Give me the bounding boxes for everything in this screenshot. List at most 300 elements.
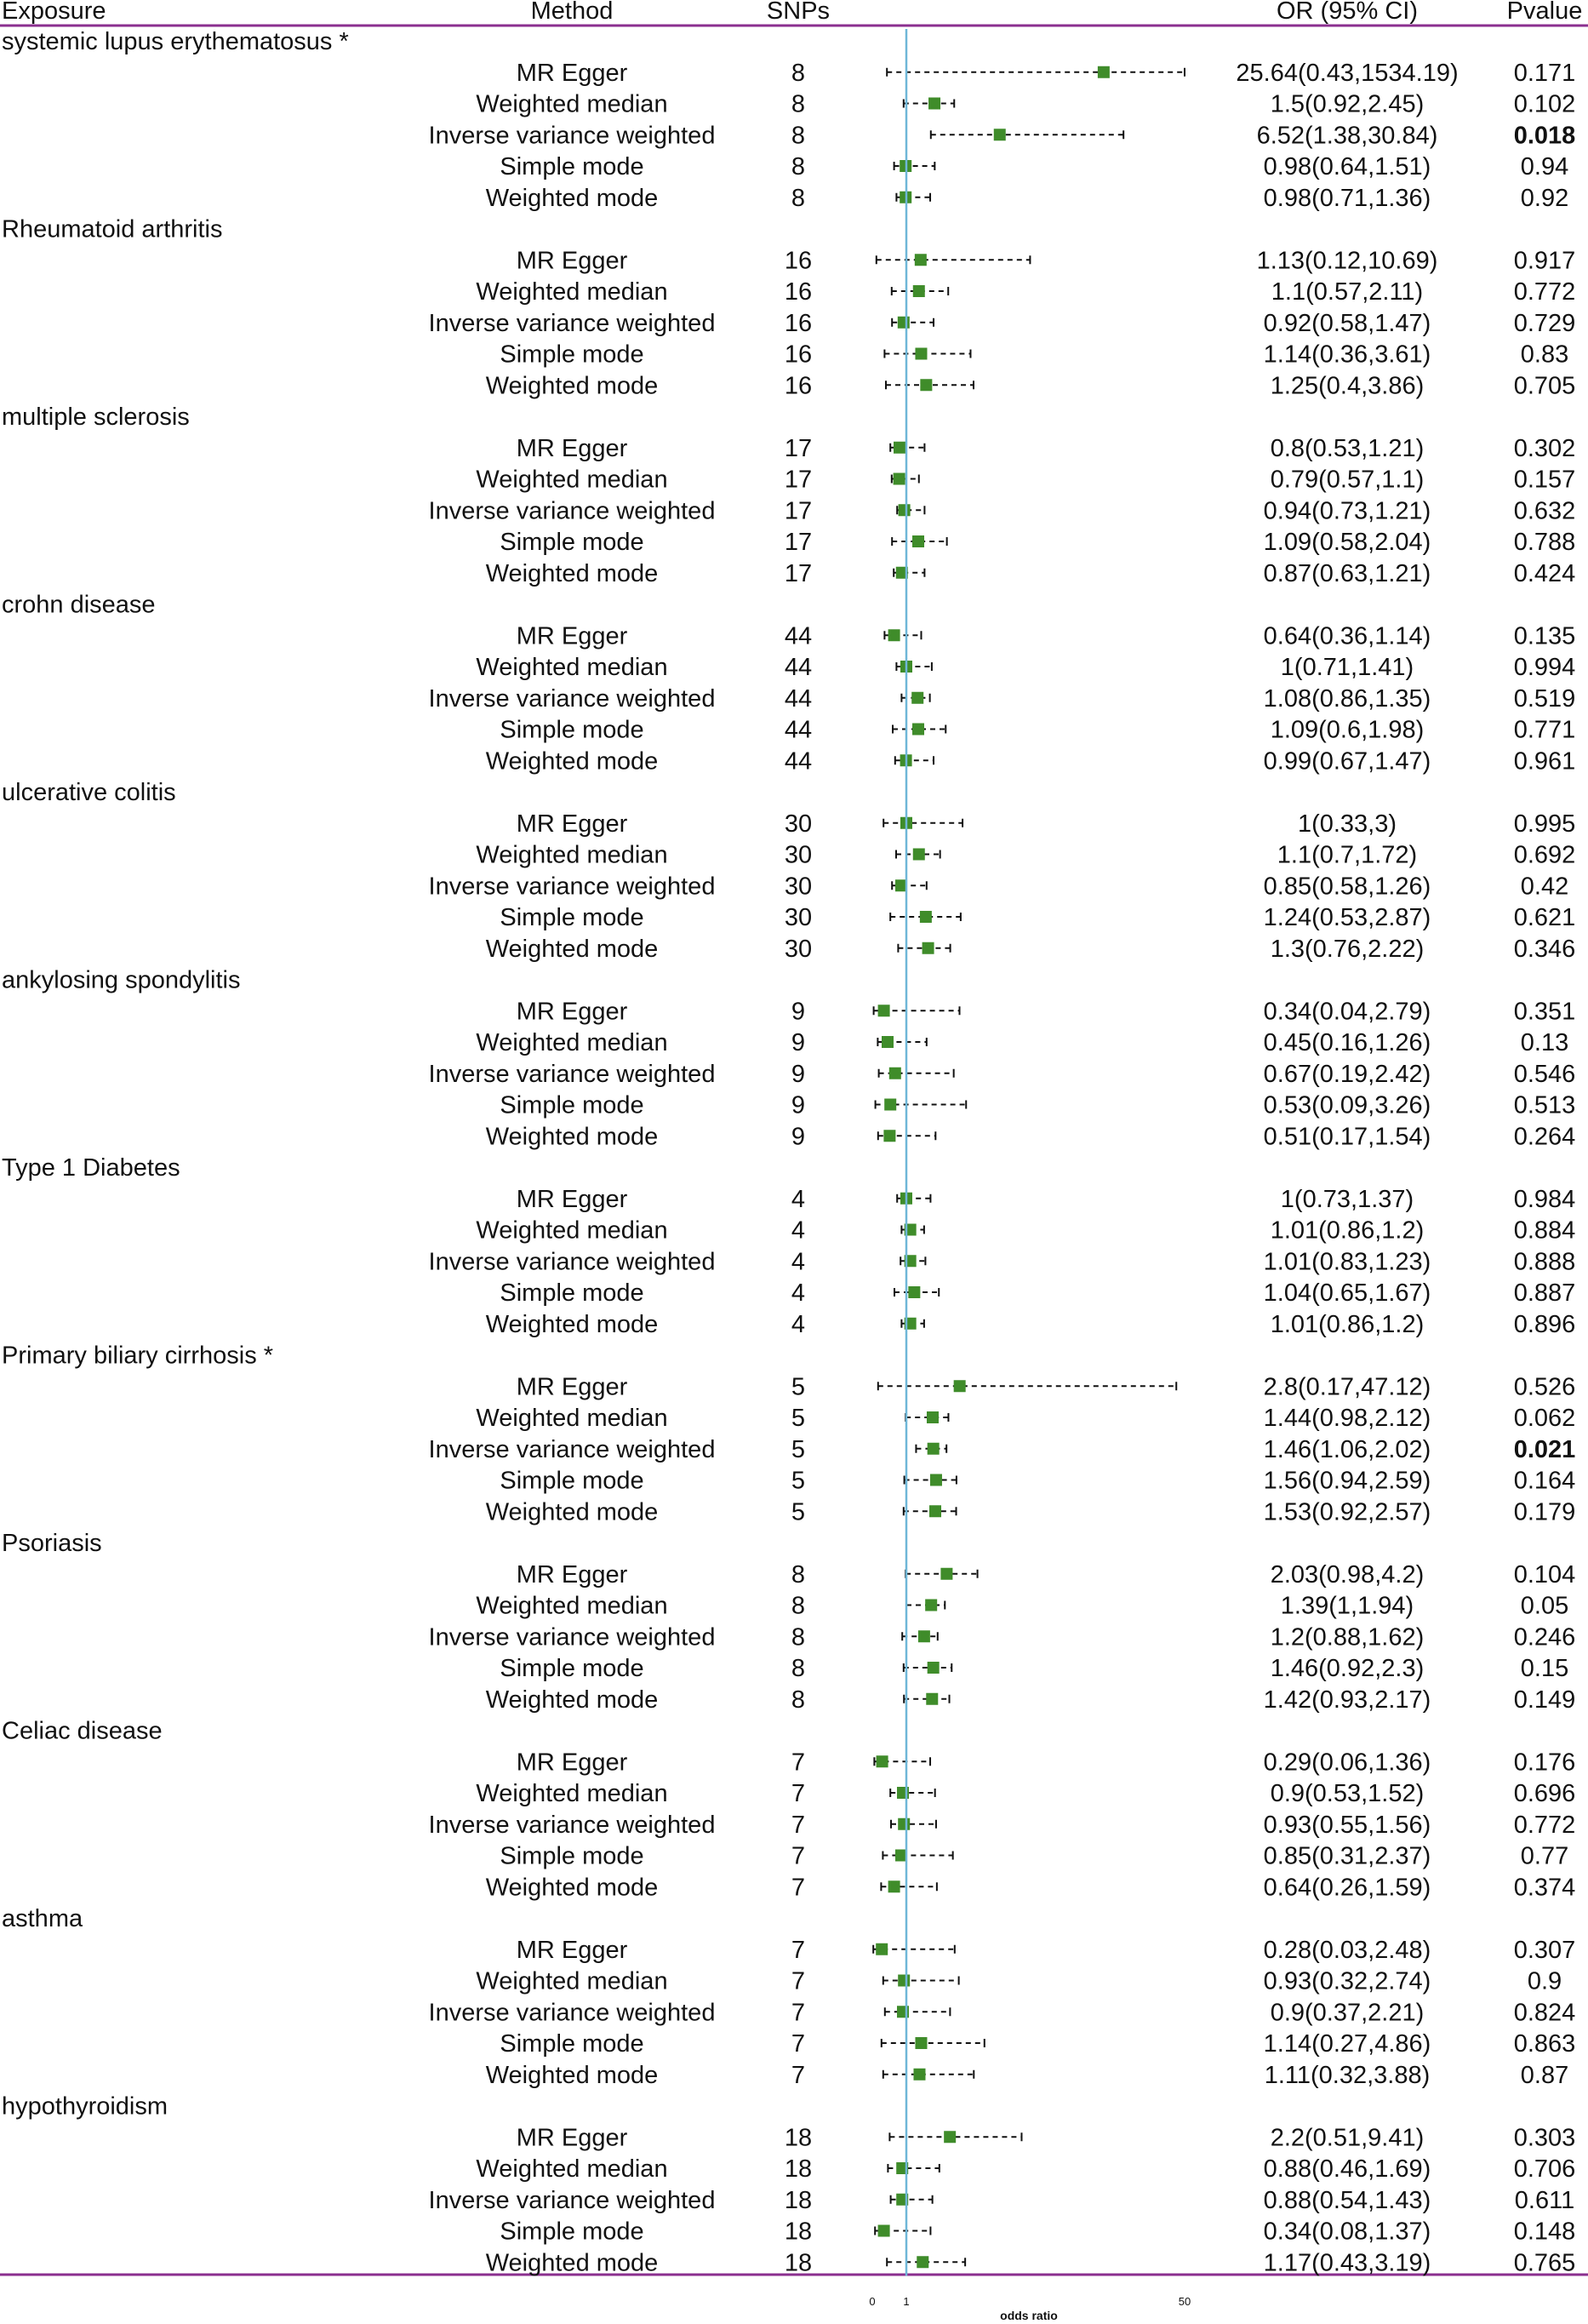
snps-value: 8 [791,1686,806,1714]
pvalue-value: 0.246 [1513,1623,1576,1651]
snps-value: 44 [784,684,813,713]
pvalue-value: 0.888 [1513,1248,1576,1276]
point-estimate-marker [954,1380,966,1392]
table-row [476,467,1575,494]
snps-value: 8 [791,122,806,150]
or-ci-value: 0.79(0.57,1.1) [1270,466,1425,494]
or-ci-value: 2.2(0.51,9.41) [1270,2124,1425,2152]
or-ci-value: 0.67(0.19,2.42) [1263,1060,1431,1088]
group-label: ankylosing spondylitis [2,966,241,994]
method-label: MR Egger [516,434,628,462]
method-label: Simple mode [500,153,644,180]
pvalue-value: 0.307 [1513,1936,1576,1964]
pvalue-value: 0.102 [1513,90,1576,118]
or-ci-value: 1.56(0.94,2.59) [1263,1467,1431,1495]
method-label: MR Egger [516,810,628,838]
table-row [500,717,1575,744]
method-label: Weighted mode [485,1498,659,1526]
or-ci-value: 0.34(0.04,2.79) [1263,998,1431,1026]
point-estimate-marker [878,1005,890,1016]
point-estimate-marker [940,1568,952,1580]
or-ci-value: 1.46(0.92,2.3) [1270,1655,1425,1682]
method-label: Weighted median [476,278,668,306]
snps-value: 44 [784,654,813,681]
table-row [517,998,1576,1025]
snps-value: 5 [791,1435,806,1463]
group-label: Psoriasis [2,1530,102,1557]
or-ci-value: 0.92(0.58,1.47) [1263,309,1431,337]
or-ci-value: 1.13(0.12,10.69) [1256,247,1438,275]
method-label: Simple mode [500,1842,644,1870]
or-ci-value: 1.42(0.93,2.17) [1263,1686,1431,1714]
method-label: Inverse variance weighted [428,1060,716,1088]
group-label: Rheumatoid arthritis [2,215,223,243]
pvalue-value: 0.351 [1513,998,1576,1026]
table-row [500,2218,1575,2246]
or-ci-value: 1.08(0.86,1.35) [1263,684,1431,713]
pvalue-value: 0.94 [1520,153,1569,180]
table-row [486,1498,1576,1525]
method-label: Weighted median [476,2155,668,2183]
method-label: Simple mode [500,1091,644,1119]
snps-value: 16 [784,341,813,369]
snps-value: 17 [784,497,813,525]
pvalue-value: 0.771 [1513,716,1576,744]
pvalue-value: 0.179 [1513,1498,1576,1526]
table-row [517,810,1576,838]
or-ci-value: 0.98(0.64,1.51) [1263,153,1431,180]
table-row [486,747,1576,775]
pvalue-value: 0.917 [1513,247,1576,275]
snps-value: 30 [784,873,813,901]
table-row [500,1279,1575,1307]
point-estimate-marker [1098,66,1110,78]
table-row [429,122,1576,149]
pvalue-value: 0.92 [1520,184,1569,212]
point-estimate-marker [882,1036,894,1048]
snps-value: 30 [784,935,813,963]
or-ci-value: 0.51(0.17,1.54) [1263,1123,1431,1151]
snps-value: 16 [784,372,813,400]
point-estimate-marker [918,1630,930,1642]
header-snps: SNPs [766,0,831,25]
snps-value: 44 [784,622,813,650]
table-row [486,2062,1569,2089]
table-row [429,1248,1576,1275]
method-label: Weighted median [476,466,668,494]
pvalue-value: 0.374 [1513,1874,1576,1902]
method-label: Simple mode [500,1279,644,1307]
method-label: Weighted median [476,841,668,869]
pvalue-value: 0.632 [1513,497,1576,525]
table-row [429,1061,1576,1088]
point-estimate-marker [944,2131,956,2143]
pvalue-value: 0.621 [1513,904,1576,931]
point-estimate-marker [913,2069,925,2081]
method-label: Weighted mode [485,935,659,963]
or-ci-value: 0.88(0.54,1.43) [1263,2186,1431,2214]
pvalue-value: 0.424 [1513,559,1576,587]
point-estimate-marker [920,911,932,923]
method-label: Weighted median [476,1592,668,1620]
table-row [476,1593,1568,1620]
point-estimate-marker [994,129,1006,140]
method-label: Weighted mode [485,559,659,587]
or-ci-value: 1.17(0.43,3.19) [1263,2249,1431,2277]
table-row [517,2124,1576,2151]
table-row [476,1029,1568,1056]
table-row [429,873,1569,900]
method-label: Simple mode [500,1467,644,1495]
point-estimate-marker [925,1600,937,1611]
or-ci-value: 0.94(0.73,1.21) [1263,497,1431,525]
x-axis-label: odds ratio [1000,2309,1058,2322]
point-estimate-marker [923,942,934,954]
or-ci-value: 0.53(0.09,3.26) [1263,1091,1431,1119]
group-label: Celiac disease [2,1717,163,1745]
or-ci-value: 1(0.33,3) [1297,810,1397,838]
snps-value: 30 [784,810,813,838]
pvalue-value: 0.994 [1513,654,1576,681]
table-row [476,1217,1575,1245]
snps-value: 8 [791,153,806,180]
point-estimate-marker [898,1975,910,1987]
table-row [486,1686,1576,1714]
or-ci-value: 0.45(0.16,1.26) [1263,1029,1431,1056]
snps-value: 8 [791,1560,806,1588]
pvalue-value: 0.696 [1513,1780,1576,1807]
or-ci-value: 1.5(0.92,2.45) [1270,90,1425,118]
method-label: Weighted median [476,1967,668,1995]
table-row [429,497,1576,524]
snps-value: 9 [791,998,806,1026]
table-row [486,936,1576,963]
snps-value: 17 [784,466,813,494]
point-estimate-marker [878,2225,890,2237]
group-label: multiple sclerosis [2,404,190,431]
or-ci-value: 0.8(0.53,1.21) [1270,434,1425,462]
or-ci-value: 1.39(1,1.94) [1280,1592,1414,1620]
method-label: Simple mode [500,2030,644,2058]
point-estimate-marker [898,1818,910,1830]
table-row [500,1655,1568,1682]
pvalue-value: 0.765 [1513,2249,1576,2277]
pvalue-value: 0.705 [1513,372,1576,400]
point-estimate-marker [911,692,923,704]
method-label: MR Egger [516,1373,628,1401]
table-row [517,1937,1576,1964]
snps-value: 16 [784,309,813,337]
table-row [517,247,1576,274]
snps-value: 7 [791,1842,806,1870]
pvalue-value: 0.018 [1513,122,1576,150]
or-ci-value: 1.14(0.27,4.86) [1263,2030,1431,2058]
pvalue-value: 0.729 [1513,309,1576,337]
method-label: Weighted median [476,1780,668,1807]
method-label: Inverse variance weighted [428,684,716,713]
table-row [486,372,1576,399]
table-row [429,1436,1576,1463]
point-estimate-marker [929,1505,941,1517]
table-row [500,153,1568,180]
method-label: Weighted mode [485,2249,659,2277]
table-row [517,1561,1576,1588]
snps-value: 5 [791,1405,806,1432]
pvalue-value: 0.062 [1513,1405,1576,1432]
snps-value: 8 [791,1623,806,1651]
pvalue-value: 0.42 [1520,873,1569,901]
table-row [500,1843,1568,1870]
or-ci-value: 1.25(0.4,3.86) [1270,372,1425,400]
table-row [476,1405,1575,1432]
snps-value: 7 [791,1874,806,1902]
or-ci-value: 2.03(0.98,4.2) [1270,1560,1425,1588]
or-ci-value: 1.53(0.92,2.57) [1263,1498,1431,1526]
method-label: Simple mode [500,1655,644,1682]
table-row [429,1999,1576,2026]
header-method: Method [530,0,614,25]
point-estimate-marker [889,1068,901,1079]
snps-value: 18 [784,2155,813,2183]
method-label: Inverse variance weighted [428,1248,716,1276]
table-row [517,435,1576,462]
group-label: ulcerative colitis [2,779,176,806]
pvalue-value: 0.9 [1527,1967,1562,1995]
method-label: MR Egger [516,998,628,1026]
snps-value: 30 [784,841,813,869]
method-label: Weighted median [476,1405,668,1432]
pvalue-value: 0.176 [1513,1749,1576,1777]
pvalue-value: 0.15 [1520,1655,1569,1682]
snps-value: 17 [784,559,813,587]
method-label: Weighted mode [485,184,659,212]
snps-value: 9 [791,1123,806,1151]
snps-value: 44 [784,716,813,744]
or-ci-value: 0.64(0.26,1.59) [1263,1874,1431,1902]
method-label: Weighted mode [485,1310,659,1338]
or-ci-value: 1.1(0.57,2.11) [1271,278,1424,306]
pvalue-value: 0.021 [1513,1435,1576,1463]
or-ci-value: 0.85(0.31,2.37) [1263,1842,1431,1870]
snps-value: 8 [791,184,806,212]
or-ci-value: 0.99(0.67,1.47) [1263,747,1431,776]
method-label: Weighted mode [485,372,659,400]
snps-value: 30 [784,904,813,931]
pvalue-value: 0.788 [1513,529,1576,556]
snps-value: 8 [791,1592,806,1620]
snps-value: 5 [791,1467,806,1495]
snps-value: 4 [791,1310,806,1338]
point-estimate-marker [928,1443,940,1455]
point-estimate-marker [926,1693,938,1705]
pvalue-value: 0.772 [1513,1811,1576,1839]
method-label: MR Egger [516,1936,628,1964]
point-estimate-marker [927,1411,939,1423]
or-ci-value: 6.52(1.38,30.84) [1256,122,1438,150]
header-pvalue: Pvalue [1506,0,1583,25]
pvalue-value: 0.884 [1513,1216,1576,1245]
pvalue-value: 0.171 [1513,59,1576,87]
snps-value: 8 [791,90,806,118]
point-estimate-marker [915,348,927,360]
snps-value: 8 [791,1655,806,1682]
pvalue-value: 0.692 [1513,841,1576,869]
method-label: MR Egger [516,59,628,87]
method-label: MR Egger [516,247,628,275]
or-ci-value: 1.2(0.88,1.62) [1270,1623,1425,1651]
pvalue-value: 0.546 [1513,1060,1576,1088]
pvalue-value: 0.863 [1513,2030,1576,2058]
pvalue-value: 0.519 [1513,684,1576,713]
group-label: crohn disease [2,591,156,619]
x-axis [869,2295,1191,2308]
table-row [476,654,1575,681]
method-label: Weighted median [476,1216,668,1245]
point-estimate-marker [888,1880,900,1892]
method-label: Inverse variance weighted [428,873,716,901]
snps-value: 7 [791,2061,806,2089]
table-row [429,310,1576,337]
snps-value: 17 [784,434,813,462]
pvalue-value: 0.87 [1520,2061,1569,2089]
snps-value: 7 [791,1936,806,1964]
pvalue-value: 0.302 [1513,434,1576,462]
table-row [476,278,1575,306]
table-row [429,685,1576,713]
method-label: Weighted mode [485,747,659,776]
or-ci-value: 0.93(0.55,1.56) [1263,1811,1431,1839]
pvalue-value: 0.772 [1513,278,1576,306]
table-row [429,1623,1576,1651]
or-ci-value: 1(0.73,1.37) [1280,1185,1414,1213]
method-label: MR Egger [516,622,628,650]
snps-value: 7 [791,1999,806,2027]
table-row [500,529,1575,556]
pvalue-value: 0.887 [1513,1279,1576,1307]
or-ci-value: 0.98(0.71,1.36) [1263,184,1431,212]
or-ci-value: 1.11(0.32,3.88) [1264,2061,1431,2089]
method-label: Weighted mode [485,1686,659,1714]
table-row [476,2155,1575,2183]
table-row [476,1780,1575,1807]
or-ci-value: 0.85(0.58,1.26) [1263,873,1431,901]
group-label: asthma [2,1905,83,1932]
method-label: Weighted median [476,90,668,118]
group-label: systemic lupus erythematosus * [2,28,349,55]
point-estimate-marker [883,1130,895,1142]
pvalue-value: 0.984 [1513,1185,1576,1213]
snps-value: 9 [791,1060,806,1088]
forest-rows [2,28,1575,2276]
or-ci-value: 0.93(0.32,2.74) [1263,1967,1431,1995]
or-ci-value: 25.64(0.43,1534.19) [1236,59,1459,87]
or-ci-value: 0.64(0.36,1.14) [1263,622,1431,650]
method-label: Simple mode [500,2218,644,2246]
x-tick-label: 50 [1178,2295,1191,2308]
pvalue-value: 0.77 [1520,1842,1569,1870]
table-row [517,60,1576,87]
pvalue-value: 0.611 [1514,2186,1575,2214]
snps-value: 9 [791,1091,806,1119]
or-ci-value: 1.24(0.53,2.87) [1263,904,1431,931]
method-label: Inverse variance weighted [428,2186,716,2214]
pvalue-value: 0.135 [1513,622,1576,650]
snps-value: 18 [784,2218,813,2246]
snps-value: 4 [791,1279,806,1307]
or-ci-value: 2.8(0.17,47.12) [1263,1373,1431,1401]
point-estimate-marker [888,629,900,641]
group-label: Type 1 Diabetes [2,1154,180,1182]
point-estimate-marker [876,1943,888,1955]
or-ci-value: 0.29(0.06,1.36) [1263,1749,1431,1777]
snps-value: 5 [791,1498,806,1526]
or-ci-value: 0.88(0.46,1.69) [1263,2155,1431,2183]
table-row [476,1968,1562,1995]
point-estimate-marker [915,2037,927,2049]
point-estimate-marker [899,504,911,516]
pvalue-value: 0.148 [1513,2218,1576,2246]
point-estimate-marker [912,535,924,547]
snps-value: 4 [791,1248,806,1276]
table-row [500,2030,1575,2058]
method-label: Weighted mode [485,1874,659,1902]
snps-value: 18 [784,2186,813,2214]
pvalue-value: 0.896 [1513,1310,1576,1338]
point-estimate-marker [898,317,910,329]
point-estimate-marker [877,1755,888,1767]
method-label: MR Egger [516,1185,628,1213]
or-ci-value: 1.09(0.6,1.98) [1270,716,1425,744]
point-estimate-marker [913,285,925,297]
point-estimate-marker [884,1099,896,1111]
table-row [517,1186,1576,1213]
snps-value: 7 [791,1967,806,1995]
pvalue-value: 0.824 [1513,1999,1576,2027]
method-label: Inverse variance weighted [428,122,716,150]
or-ci-value: 0.28(0.03,2.48) [1263,1936,1431,1964]
table-row [517,1749,1576,1776]
or-ci-value: 1.04(0.65,1.67) [1263,1279,1431,1307]
header-or-ci: OR (95% CI) [1277,0,1418,25]
table-row [486,1874,1576,1901]
table-row [429,1812,1576,1839]
snps-value: 18 [784,2124,813,2152]
snps-value: 44 [784,747,813,776]
snps-value: 7 [791,1749,806,1777]
or-ci-value: 1.46(1.06,2.02) [1263,1435,1431,1463]
or-ci-value: 1.01(0.86,1.2) [1270,1310,1425,1338]
snps-value: 4 [791,1185,806,1213]
or-ci-value: 1.1(0.7,1.72) [1277,841,1418,869]
pvalue-value: 0.104 [1513,1560,1576,1588]
or-ci-value: 0.34(0.08,1.37) [1263,2218,1431,2246]
point-estimate-marker [928,98,940,110]
method-label: Simple mode [500,716,644,744]
snps-value: 16 [784,278,813,306]
method-label: MR Egger [516,2124,628,2152]
pvalue-value: 0.995 [1513,810,1576,838]
pvalue-value: 0.149 [1513,1686,1576,1714]
table-row [486,2249,1576,2276]
point-estimate-marker [894,442,905,454]
group-label: hypothyroidism [2,2092,169,2121]
or-ci-value: 1(0.71,1.41) [1280,654,1414,681]
table-row [500,1468,1575,1495]
method-label: Weighted mode [485,1123,659,1151]
point-estimate-marker [894,473,905,485]
pvalue-value: 0.346 [1513,935,1576,963]
or-ci-value: 1.3(0.76,2.22) [1270,935,1425,963]
